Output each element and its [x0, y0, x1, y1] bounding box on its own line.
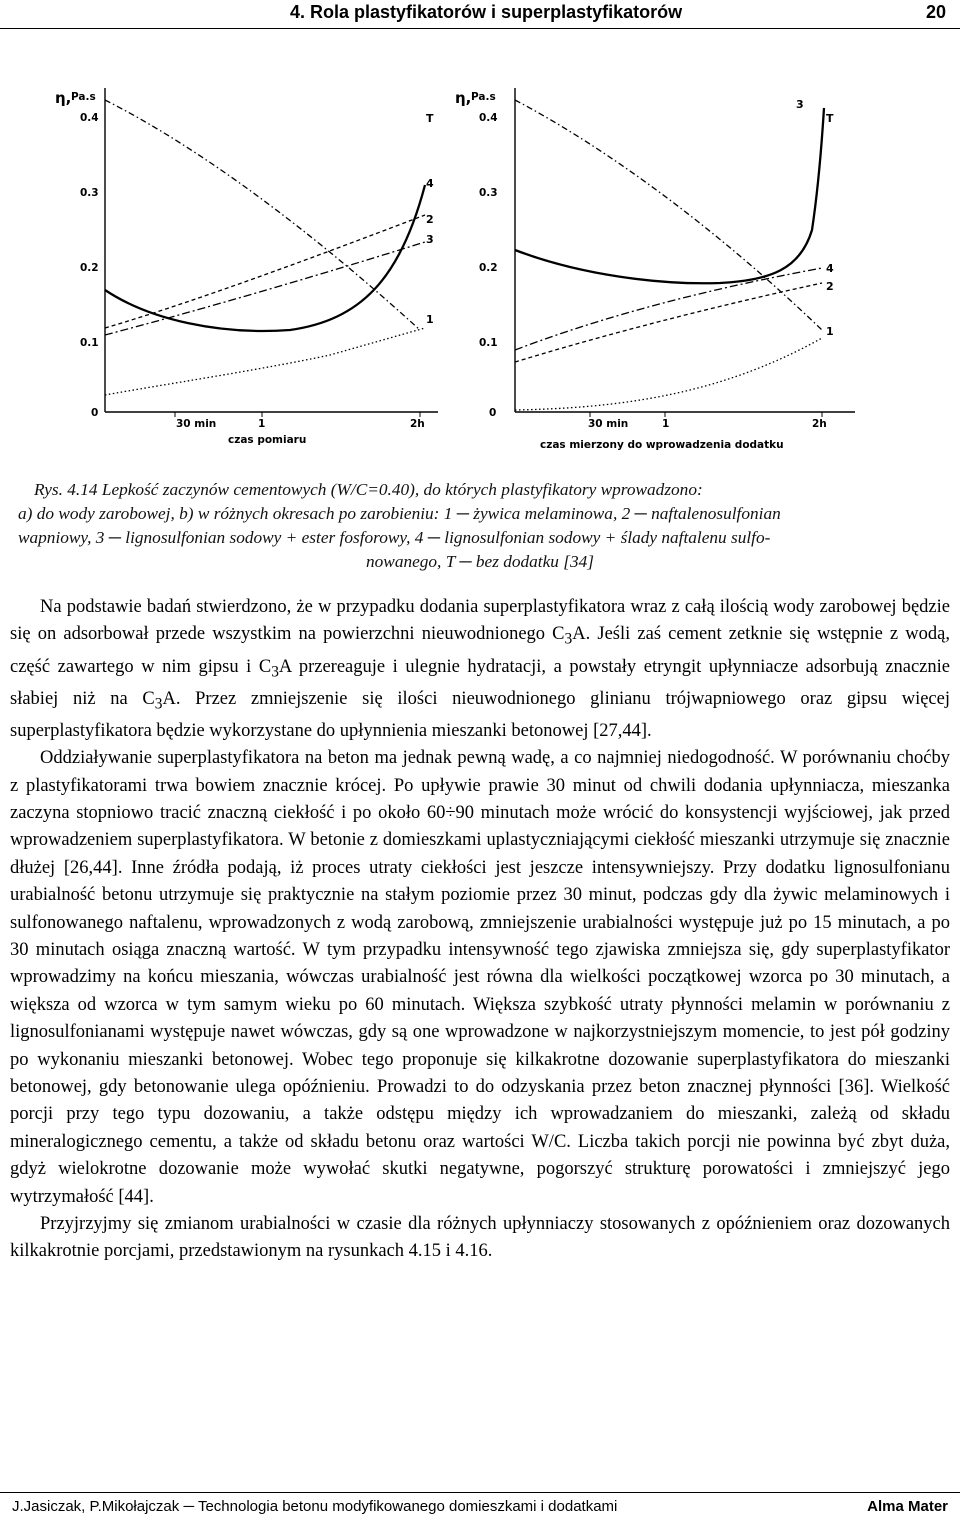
- curve-label-T: T: [826, 112, 834, 125]
- footer-publisher: Alma Mater: [867, 1498, 948, 1515]
- curve-3: [105, 242, 425, 335]
- caption-line: Rys. 4.14 Lepkość zaczynów cementowych (W/C=0.40), do których plastyfikatory wprowadzono:: [34, 480, 703, 499]
- curve-T: [105, 100, 420, 330]
- curve-label-3: 3: [796, 98, 804, 111]
- figure-viscosity-charts: [0, 0, 960, 470]
- curve-label-4: 4: [426, 177, 434, 190]
- y-axis-unit: Pa.s: [71, 91, 96, 103]
- y-tick-label: 0.2: [479, 262, 498, 274]
- curve-3: [515, 108, 824, 283]
- footer-authors: J.Jasiczak, P.Mikołajczak ─ Technologia betonu modyfikowanego domieszkami i dodatkami: [12, 1498, 618, 1515]
- y-tick-label: 0: [91, 407, 99, 419]
- body-text: [10, 594, 950, 1266]
- y-axis-label: η,: [55, 89, 72, 107]
- curve-label-2: 2: [426, 213, 434, 226]
- chart-panel-a: [55, 88, 438, 446]
- curve-label-2: 2: [826, 280, 834, 293]
- x-tick-label: 30 min: [588, 418, 629, 430]
- x-tick-label: 2h: [812, 418, 827, 430]
- caption-line: wapniowy, 3 ─ lignosulfonian sodowy + ester fosforowy, 4 ─ lignosulfonian sodowy + ślady naftalenu sulfo-: [18, 528, 771, 547]
- y-axis-unit: Pa.s: [471, 91, 496, 103]
- x-axis-label: czas pomiaru: [228, 434, 307, 446]
- x-tick-label: 1: [258, 418, 266, 430]
- y-tick-label: 0.4: [80, 112, 99, 124]
- paragraph: Przyjrzyjmy się zmianom urabialności w czasie dla różnych upłynniaczy stosowanych z opóźnieniem oraz dozowanych kilkakrotnie porcjami, przedstawionym na rysunkach 4.15 i 4.16.: [10, 1214, 950, 1262]
- curve-label-4: 4: [826, 262, 834, 275]
- x-tick-label: 30 min: [176, 418, 217, 430]
- chapter-title: 4. Rola plastyfikatorów i superplastyfikatorów: [290, 2, 683, 22]
- paragraph: Oddziaływanie superplastyfikatora na beton ma jednak pewną wadę, a co najmniej niedogodność. W porównaniu choćby z plastyfikatorami trwa bowiem znacznie krócej. Po upływie prawie 30 minut od chwili dodania upłynniacza, mieszanka zaczyna stopniowo tracić znaczną ciekłość i po około 60÷90 minutach może wrócić do konsystencji wyjściowej, jak przed wprowadzeniem superplastyfikatora. W betonie z domieszkami uplastyczniającymi ciekłość mieszanki utrzymuje się znacznie dłużej [26,44]. Inne źródła podają, iż proces utraty ciekłości jest jeszcze intensywniejszy. Przy dodatku lignosulfonianu urabialność betonu utrzymuje się praktycznie na stałym poziomie przez 30 minut, podczas gdy dla żywic melaminowych i sulfonowanego naftalenu, wprowadzonych z wodą zarobową, zmniejszenie urabialności występuje już po 15 minutach, a po 30 minutach osiąga znaczną wartość. W tym przypadku intensywność tego zjawiska zmniejsza się, gdy superplastyfikator wprowadzimy na końcu mieszania, wówczas urabialność jest równa dla wielkości początkowej wzorca po 30 minutach, a większa od wzorca w tym samym wieku po 60 minutach. Większa szybkość utraty płynności melamin w porównaniu z lignosulfonianami występuje nawet wówczas, gdy są one wprowadzone w najkorzystniejszym momencie, to jest pół godziny po wykonaniu mieszanki betonowej. Wobec tego proponuje się kilkakrotne dozowanie superplastyfikatora do mieszanki betonowej, gdy betonowanie ulega opóźnieniu. Prowadzi to do odzyskania przez beton znacznej płynności [36]. Wielkość porcji przy tego typu dozowaniu, a także odstępu między ich wprowadzaniem do mieszanki, zależą od składu mineralogicznego cementu, a także od składu betonu oraz wartości W/C. Liczba takich porcji nie powinna być zbyt duża, gdyż wielokrotne dozowanie może wywołać skutki negatywne, pogorszyć strukturę porowatości i zmniejszyć jego wytrzymałość [44].: [10, 748, 950, 1207]
- chart-panel-b: [455, 88, 855, 451]
- x-tick-label: 2h: [410, 418, 425, 430]
- x-axis-label: czas mierzony do wprowadzenia dodatku: [540, 439, 784, 451]
- y-tick-label: 0.1: [479, 337, 498, 349]
- y-tick-label: 0: [489, 407, 497, 419]
- y-tick-label: 0.3: [479, 187, 498, 199]
- curve-4: [515, 268, 822, 350]
- paragraph: Na podstawie badań stwierdzono, że w przypadku dodania superplastyfikatora wraz z całą ilością wody zarobowej będzie się on adsorbował przede wszystkim na powierzchni nieuwodnionego $C_3A$. Jeśli zaś cement zetknie się wstępnie z wodą, część zawartego w nim gipsu i $C_3A$ przereaguje i ulegnie hydratacji, a powstały etryngit upłynniacze adsorbują znacznie słabiej niż na $C_3A$. Przez zmniejszenie się ilości nieuwodnionego glinianu trójwapniowego oraz gipsu więcej superplastyfikatora będzie wykorzystane do upłynnienia mieszanki betonowej [27,44].: [10, 597, 950, 741]
- page-footer: [0, 1492, 960, 1520]
- curve-1: [105, 328, 425, 395]
- curve-2: [105, 215, 425, 328]
- y-tick-label: 0.1: [80, 337, 99, 349]
- page-number: 20: [925, 2, 946, 22]
- curve-label-1: 1: [426, 313, 434, 326]
- caption-line: nowanego, T ─ bez dodatku [34]: [366, 552, 594, 571]
- y-axis-label: η,: [455, 89, 472, 107]
- y-tick-label: 0.4: [479, 112, 498, 124]
- curve-label-T: T: [426, 112, 434, 125]
- curve-1: [515, 338, 822, 410]
- curve-label-1: 1: [826, 325, 834, 338]
- figure-caption: [18, 478, 942, 574]
- curve-4: [105, 185, 425, 331]
- curve-T: [515, 100, 822, 330]
- y-tick-label: 0.3: [80, 187, 99, 199]
- curve-2: [515, 283, 822, 362]
- y-tick-label: 0.2: [80, 262, 99, 274]
- curve-label-3: 3: [426, 233, 434, 246]
- x-tick-label: 1: [662, 418, 670, 430]
- caption-line: a) do wody zarobowej, b) w różnych okresach po zarobieniu: 1 ─ żywica melaminowa, 2 ─ naftalenosulfonian: [18, 504, 781, 523]
